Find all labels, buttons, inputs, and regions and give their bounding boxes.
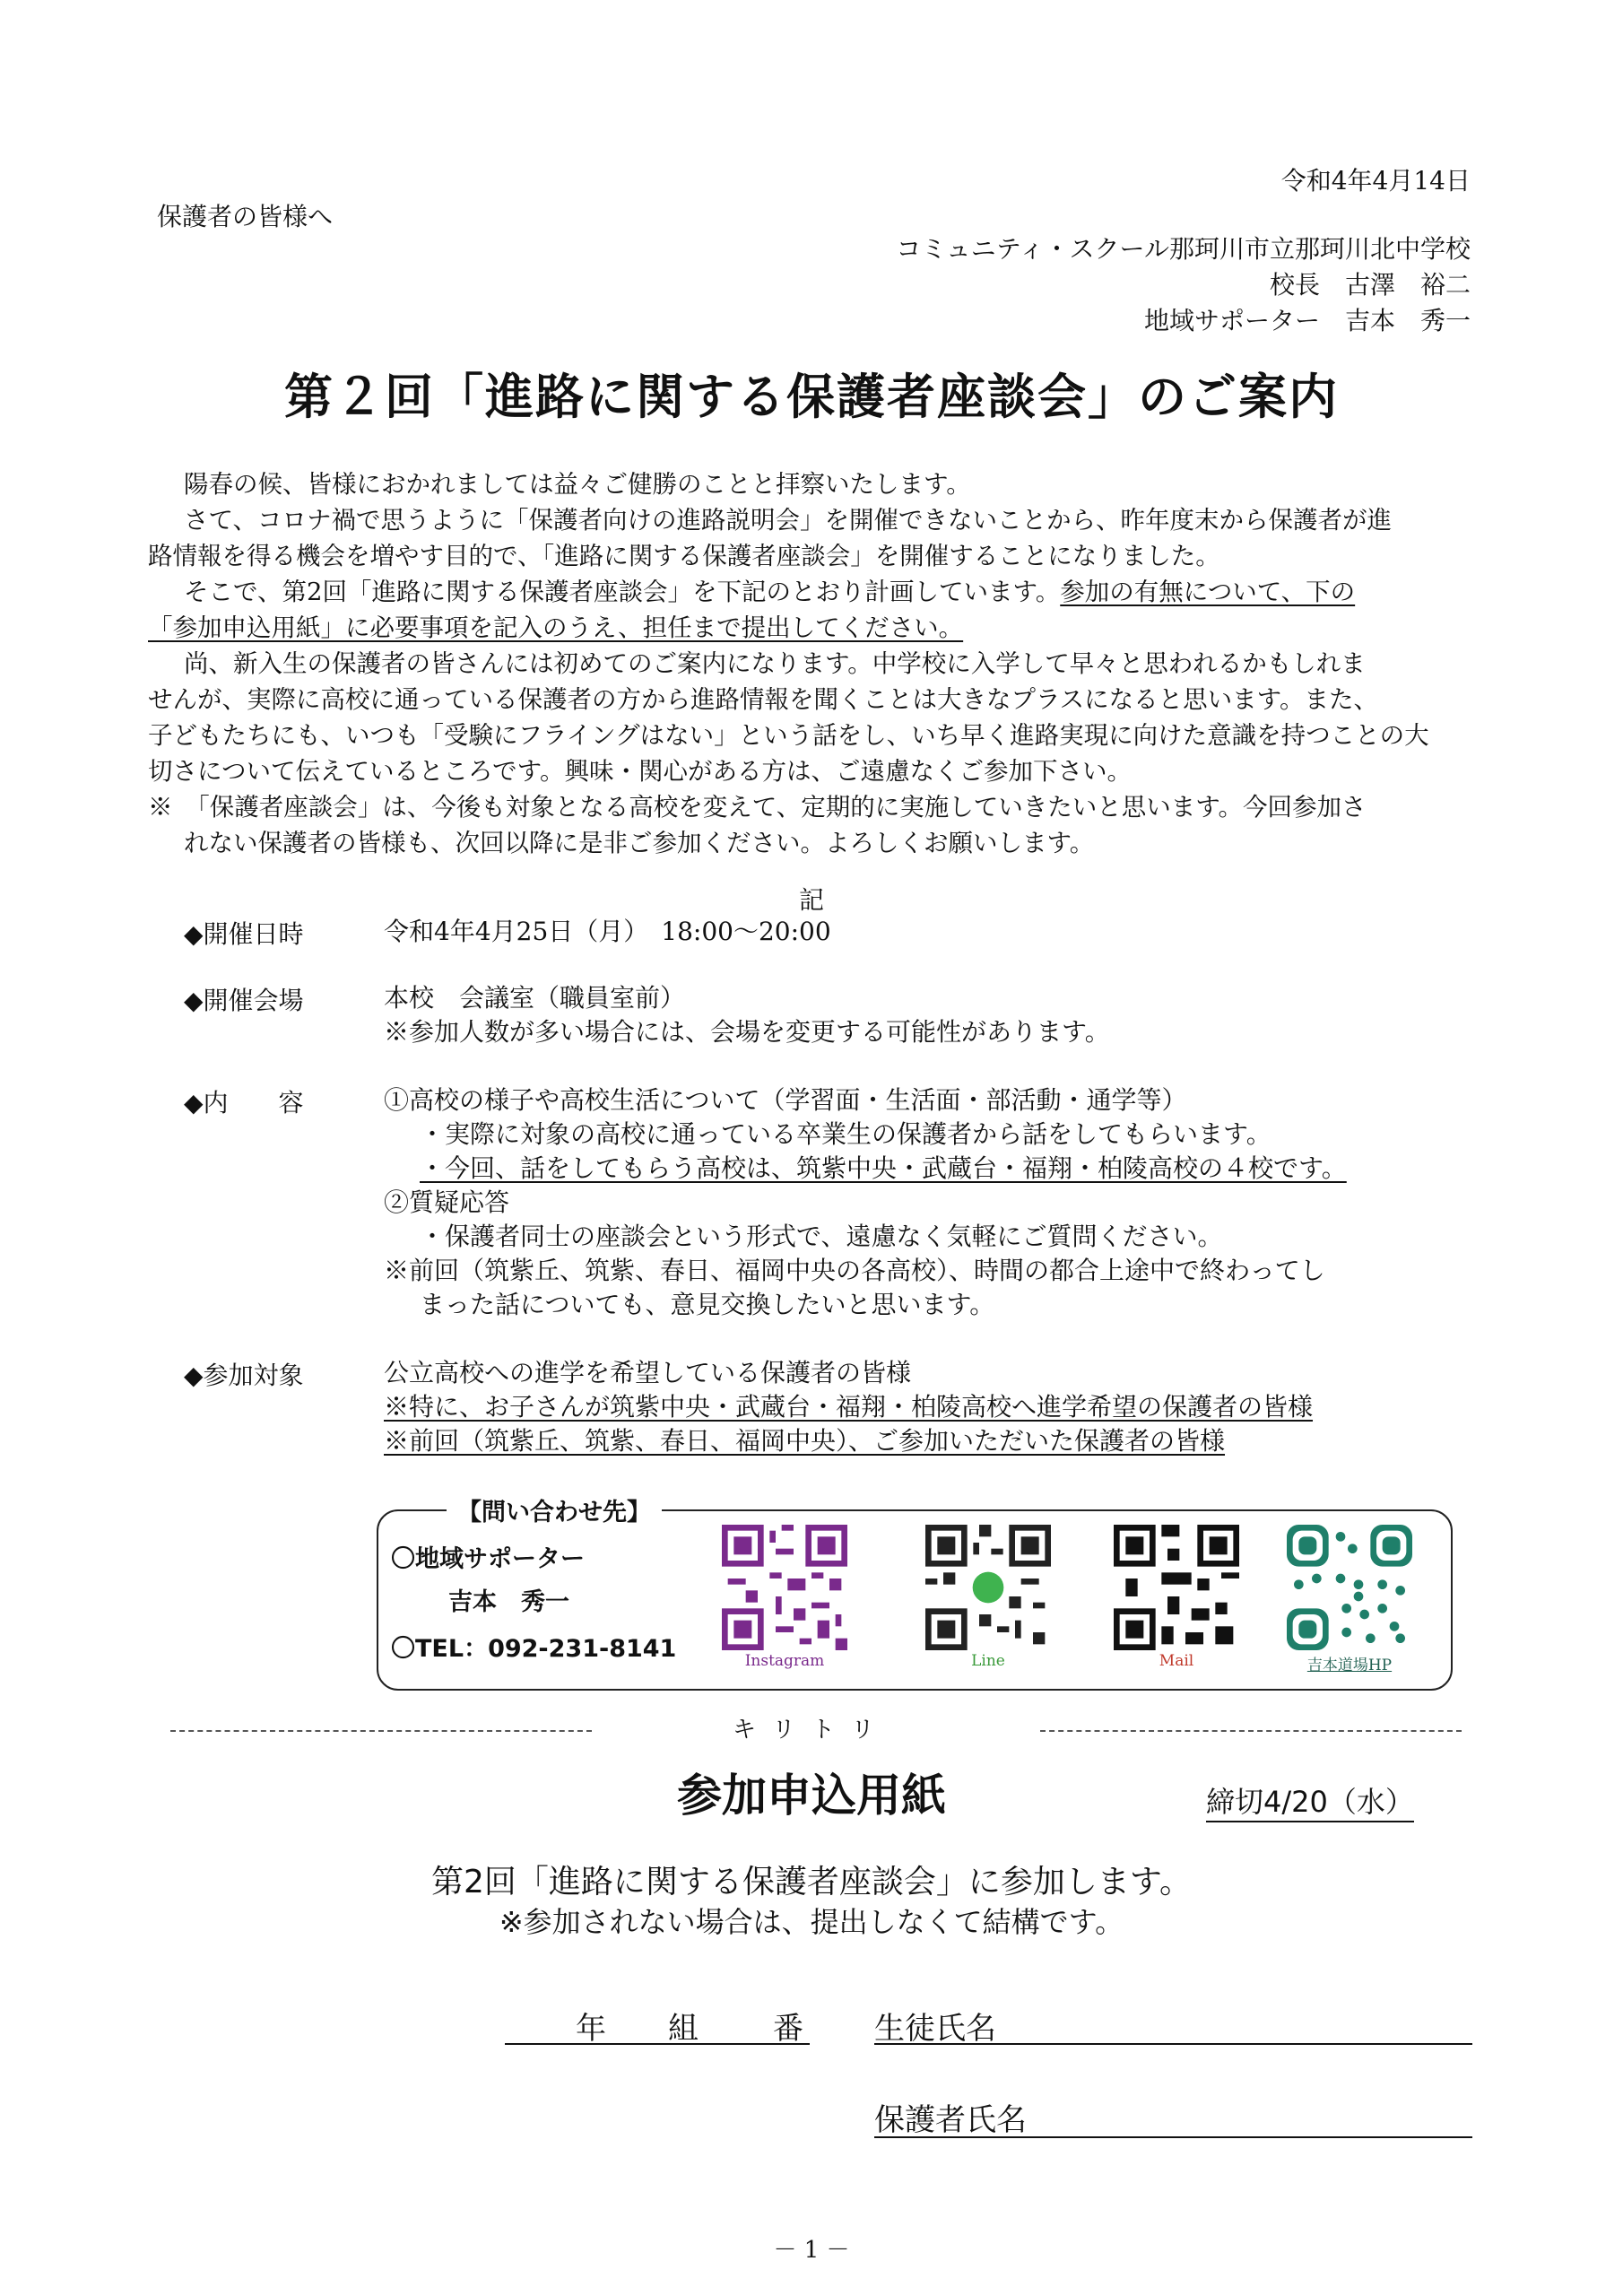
paragraph: 尚、新入生の保護者の皆さんには初めてのご案内になります。中学校に入学して早々と思われるかもしれま (184, 649, 1366, 678)
content-line: ②質疑応答 (384, 1187, 510, 1217)
sender-supporter: 地域サポーター 吉本 秀一 (1143, 306, 1471, 335)
guardian-name-label: 保護者氏名 (874, 2102, 1027, 2138)
number-label: 番 (773, 2011, 803, 2047)
datetime-label: ◆開催日時 (184, 919, 304, 949)
content-label: ◆内 容 (184, 1088, 304, 1118)
document-date: 令和4年4月14日 (1280, 166, 1471, 196)
paragraph: さて、コロナ禍で思うように「保護者向けの進路説明会」を開催できないことから、昨年度末から保護者が進 (184, 506, 1392, 535)
page-number: － 1 － (773, 2237, 850, 2264)
instagram-qr-icon[interactable] (722, 1525, 847, 1650)
contact-name: 吉本 秀一 (448, 1588, 569, 1616)
datetime-value (384, 915, 831, 949)
content-value (384, 1083, 1347, 1322)
paragraph: 路情報を得る機会を増やす目的で、「進路に関する保護者座談会」を開催することになりました。 (148, 542, 1220, 570)
paragraph-text: そこで、第2回「進路に関する保護者座談会」を下記のとおり計画しています。 (184, 578, 1061, 606)
content-line: ①高校の様子や高校生活について（学習面・生活面・部活動・通学等） (384, 1085, 1187, 1115)
qr-caption-homepage: 吉本道場HP (1306, 1657, 1393, 1674)
cut-label: キリトリ (732, 1717, 890, 1744)
mail-qr-icon[interactable] (1114, 1525, 1239, 1650)
sender-principal: 校長 古澤 裕二 (1269, 270, 1471, 300)
venue-label: ◆開催会場 (184, 986, 304, 1015)
guardian-name-field[interactable] (874, 2136, 1472, 2138)
note: れない保護者の皆様も、次回以降に是非ご参加ください。よろしくお願いします。 (184, 829, 1095, 857)
cut-line-right (1040, 1730, 1462, 1732)
form-title: 参加申込用紙 (677, 1770, 946, 1822)
qr-caption-mail: Mail (1159, 1652, 1194, 1670)
addressee: 保護者の皆様へ (157, 202, 334, 231)
student-name-label: 生徒氏名 (874, 2011, 996, 2047)
underlined-text: 参加の有無について、下の (1060, 578, 1356, 606)
target-value (384, 1356, 1313, 1458)
line-qr-icon[interactable] (925, 1525, 1051, 1650)
content-line: ・実際に対象の高校に通っている卒業生の保護者から話をしてもらいます。 (420, 1119, 1271, 1149)
content-line: ・今回、話をしてもらう高校は、筑紫中央・武蔵台・福翔・柏陵高校の４校です。 (420, 1153, 1347, 1183)
note: ※ 「保護者座談会」は、今後も対象となる高校を変えて、定期的に実施していきたいと思います。今回参加さ (148, 793, 1367, 822)
target-line: ※前回（筑紫丘、筑紫、春日、福岡中央）、ご参加いただいた保護者の皆様 (384, 1426, 1226, 1456)
body-text (148, 466, 1475, 861)
datetime-text: 令和4年4月25日（月） 18:00～20:00 (384, 917, 831, 946)
form-note: ※参加されない場合は、提出しなくて結構です。 (499, 1905, 1124, 1939)
grade-class-number-field[interactable] (505, 2043, 810, 2045)
target-line: 公立高校への進学を希望している保護者の皆様 (384, 1358, 912, 1387)
content-line: ※前回（筑紫丘、筑紫、春日、福岡中央の各高校）、時間の都合上途中で終わってし (384, 1256, 1325, 1285)
qr-caption-instagram: Instagram (744, 1652, 825, 1670)
deadline: 締切4/20（水） (1206, 1779, 1414, 1822)
venue-text: 本校 会議室（職員室前） (384, 983, 686, 1013)
class-label: 組 (668, 2011, 699, 2047)
student-name-field[interactable] (874, 2043, 1472, 2045)
ki-heading: 記 (798, 885, 824, 915)
paragraph: 陽春の候、皆様におかれましては益々ご健勝のことと拝察いたします。 (184, 470, 971, 499)
venue-note: ※参加人数が多い場合には、会場を変更する可能性があります。 (384, 1017, 1110, 1047)
contact-tel[interactable]: 〇TEL：092-231-8141 (391, 1635, 677, 1663)
paragraph: 切さについて伝えているところです。興味・関心がある方は、ご遠慮なくご参加下さい。 (148, 757, 1132, 786)
sender-block (896, 231, 1471, 339)
qr-caption-line: Line (971, 1652, 1005, 1670)
underlined-text: 「参加申込用紙」に必要事項を記入のうえ、担任まで提出してください。 (148, 613, 964, 642)
paragraph: せんが、実際に高校に通っている保護者の方から進路情報を聞くことは大きなプラスになると思います。また、 (148, 685, 1378, 714)
grade-label: 年 (576, 2011, 606, 2047)
paragraph (148, 610, 1475, 646)
content-line: ・保護者同士の座談会という形式で、遠慮なく気軽にご質問ください。 (420, 1222, 1223, 1251)
content-line: まった話についても、意見交換したいと思います。 (420, 1290, 995, 1319)
target-label: ◆参加対象 (184, 1361, 304, 1390)
paragraph: 子どもたちにも、いつも「受験にフライングはない」という話をし、いち早く進路実現に向けた意識を持つことの大 (148, 721, 1429, 750)
sender-school: コミュニティ・スクール那珂川市立那珂川北中学校 (896, 234, 1471, 264)
form-statement: 第2回「進路に関する保護者座談会」に参加します。 (430, 1864, 1193, 1900)
page-title: 第２回「進路に関する保護者座談会」のご案内 (284, 369, 1339, 425)
target-line: ※特に、お子さんが筑紫中央・武蔵台・福翔・柏陵高校へ進学希望の保護者の皆様 (384, 1392, 1314, 1422)
homepage-qr-icon[interactable] (1287, 1525, 1412, 1650)
contact-heading: 【問い合わせ先】 (447, 1492, 662, 1527)
contact-role: 〇地域サポーター (391, 1545, 585, 1573)
paragraph (148, 574, 1475, 610)
venue-value (384, 981, 1110, 1049)
